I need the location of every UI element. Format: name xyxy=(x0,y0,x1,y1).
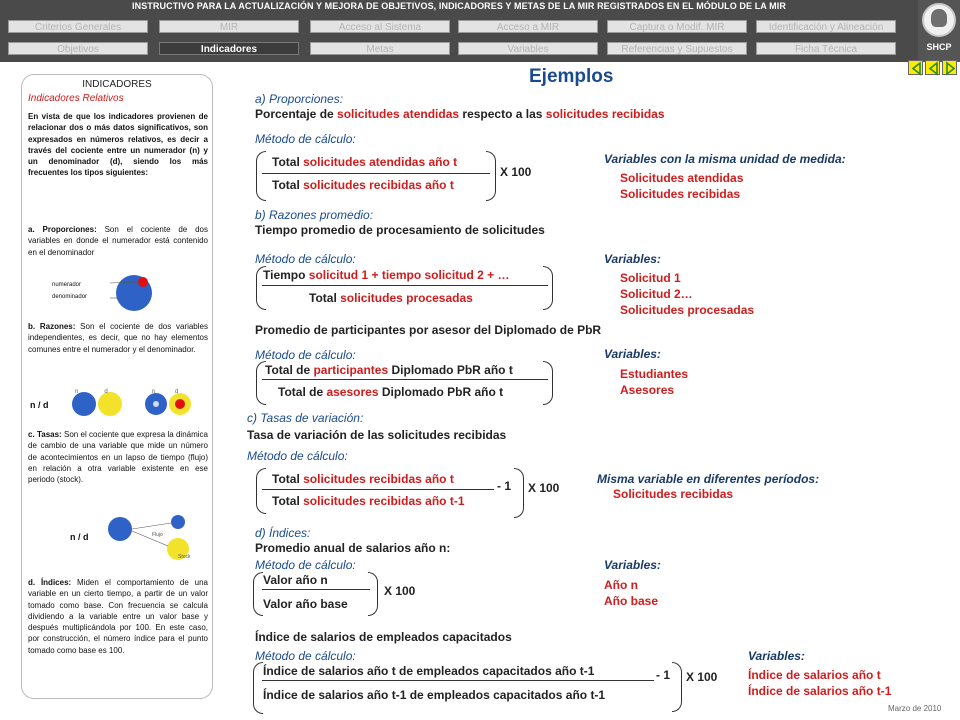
a-var-2: Solicitudes recibidas xyxy=(620,187,741,201)
section-d-method: Método de cálculo: xyxy=(255,558,356,572)
b2-var-2: Asesores xyxy=(620,383,675,397)
page-title: Ejemplos xyxy=(529,66,614,87)
sidebar-tasas xyxy=(28,429,208,485)
sidebar-razones xyxy=(28,321,208,355)
section-b-method: Método de cálculo: xyxy=(255,252,356,266)
d2-right-bracket xyxy=(672,662,682,712)
header-title: INSTRUCTIVO PARA LA ACTUALIZACIÓN Y MEJORA DE OBJETIVOS, INDICADORES Y METAS DE LA MIR REGISTRADOS EN EL MÓDULO DE LA MIR xyxy=(132,1,786,11)
nav-acceso-mir[interactable]: Acceso a MIR xyxy=(458,20,598,33)
c-num-red: solicitudes recibidas año t xyxy=(303,472,454,486)
d-left-bracket xyxy=(253,572,263,616)
footer-date: Marzo de 2010 xyxy=(888,704,942,713)
b2-denominator xyxy=(278,385,503,399)
a-denominator xyxy=(272,178,454,192)
b2-var-1: Estudiantes xyxy=(620,367,689,381)
section-a-method: Método de cálculo: xyxy=(255,132,356,146)
d2-numerator: Índice de salarios año t de empleados capacitados año t-1 xyxy=(263,664,595,678)
nav-mir[interactable]: MIR xyxy=(159,20,299,33)
b-var-1: Solicitud 1 xyxy=(620,271,681,285)
d-var-1: Año n xyxy=(604,578,638,592)
d2-left-bracket xyxy=(253,662,263,714)
word-stock: Stock xyxy=(178,554,191,560)
d2-minus-one: - 1 xyxy=(656,668,671,682)
section-d2-method: Método de cálculo: xyxy=(255,649,356,663)
text-indices: Miden el comportamiento de una variable en un cierto tiempo, a partir de un valor tomado como base. Con frecuencia se calcula dividiendo a la variable entre un valor base y después multiplicándola por 100. En este caso, por construcción, el número índice para el punto tomado como base es 100. xyxy=(28,578,209,655)
next-arrow-icon[interactable] xyxy=(942,60,957,75)
d2-denominator: Índice de salarios año t-1 de empleados capacitados año t-1 xyxy=(263,688,606,702)
b-denominator xyxy=(309,291,473,305)
sidebar-intro: En vista de que los indicadores provienen de relacionar dos o más datos significativos, son expresados en números relativos, es decir a través del cociente entre un numerador (n) y un denominador (d), siendo los más frecuentes los tipos siguientes: xyxy=(28,112,208,178)
term-proporciones: a. Proporciones: xyxy=(28,225,97,234)
section-b2-method: Método de cálculo: xyxy=(255,348,356,362)
rate-words xyxy=(152,524,202,568)
c-fraction-line xyxy=(262,489,494,490)
section-d-desc: Promedio anual de salarios año n: xyxy=(255,541,451,555)
label-numerador: numerador xyxy=(52,282,82,288)
nav-metas[interactable]: Metas xyxy=(310,42,450,55)
term-tasas: c. Tasas: xyxy=(28,430,62,439)
back-arrow-icon[interactable] xyxy=(908,60,923,75)
b2-numerator xyxy=(265,363,513,377)
header-bar xyxy=(0,0,918,62)
letter-n1: n xyxy=(75,389,79,395)
a-desc-red1: solicitudes atendidas xyxy=(337,107,460,121)
a-multiplier: X 100 xyxy=(500,165,532,179)
nav-ficha-tecnica[interactable]: Ficha Técnica xyxy=(756,42,896,55)
c-var-1: Solicitudes recibidas xyxy=(613,487,734,501)
b2-num-red: participantes xyxy=(313,363,389,377)
a-den-pre: Total xyxy=(272,178,304,192)
c-vars-title: Misma variable en diferentes períodos: xyxy=(597,472,820,486)
b-numerator xyxy=(263,268,510,282)
letter-d1: d xyxy=(104,389,108,395)
shcp-logo xyxy=(918,0,960,62)
nav-variables[interactable]: Variables xyxy=(458,42,598,55)
b2-right-bracket xyxy=(543,361,553,405)
b2-fraction-line xyxy=(262,379,548,380)
c-multiplier: X 100 xyxy=(528,481,560,495)
b2-vars-title: Variables: xyxy=(604,347,661,361)
b2-den-pre: Total de xyxy=(278,385,327,399)
logo-text: SHCP xyxy=(926,42,952,52)
d-vars-title: Variables: xyxy=(604,558,661,572)
label-denominador: denominador xyxy=(52,294,88,300)
section-a-desc xyxy=(255,107,665,121)
sidebar-panel xyxy=(22,75,212,698)
b-den-red: solicitudes procesadas xyxy=(340,291,473,305)
nav-objetivos[interactable]: Objetivos xyxy=(8,42,148,55)
section-b-desc: Tiempo promedio de procesamiento de solicitudes xyxy=(255,223,545,237)
b2-left-bracket xyxy=(256,361,266,405)
c-numerator xyxy=(272,472,454,486)
eagle-icon xyxy=(931,9,947,27)
d2-vars-title: Variables: xyxy=(748,649,805,663)
c-minus-one: - 1 xyxy=(497,479,512,493)
b2-den-post: Diplomado PbR año t xyxy=(378,385,504,399)
d-right-bracket xyxy=(368,572,378,616)
d2-fraction-line xyxy=(262,680,654,681)
a-num-pre: Total xyxy=(272,155,304,169)
a-left-bracket xyxy=(256,151,266,201)
d2-var-1: Índice de salarios año t xyxy=(748,668,881,682)
term-razones: b. Razones: xyxy=(28,322,76,331)
b-var-2: Solicitud 2… xyxy=(620,287,693,301)
sidebar-proporciones xyxy=(28,224,208,258)
b-vars-title: Variables: xyxy=(604,252,661,266)
d-denominator: Valor año base xyxy=(263,597,348,611)
c-right-bracket xyxy=(514,468,524,518)
letter-d2: d xyxy=(175,389,179,395)
b-fraction-line xyxy=(262,285,548,286)
tasas-nd-label: n / d xyxy=(70,532,89,542)
section-c-title: c) Tasas de variación: xyxy=(247,411,364,425)
a-desc-mid: respecto a las xyxy=(459,107,546,121)
b-num-pre: Tiempo xyxy=(263,268,309,282)
a-vars-title: Variables con la misma unidad de medida: xyxy=(604,152,846,166)
razones-nd-label: n / d xyxy=(30,400,49,410)
d2-multiplier: X 100 xyxy=(686,670,718,684)
b2-num-post: Diplomado PbR año t xyxy=(388,363,513,377)
section-d2-desc: Índice de salarios de empleados capacitados xyxy=(255,630,512,644)
text-proporciones: Son el cociente de dos variables en donde el numerador está contenido en el denominador xyxy=(28,225,208,257)
b-den-pre: Total xyxy=(309,291,341,305)
a-right-bracket xyxy=(486,151,496,201)
nav-referencias[interactable]: Referencias y Supuestos xyxy=(607,42,747,55)
d-numerator: Valor año n xyxy=(263,573,328,587)
nav-criterios-generales[interactable]: Criterios Generales xyxy=(8,20,148,33)
b-num-red: solicitud 1 + tiempo solicitud 2 + … xyxy=(308,268,510,282)
nav-captura-mir[interactable]: Captura o Modif. MIR xyxy=(607,20,747,33)
section-d-title: d) Índices: xyxy=(255,526,311,540)
sidebar-indices xyxy=(28,577,208,656)
a-fraction-line xyxy=(262,173,490,174)
c-left-bracket xyxy=(256,468,266,514)
c-den-red: solicitudes recibidas año t-1 xyxy=(303,494,465,508)
a-desc-pre: Porcentaje de xyxy=(255,107,338,121)
nav-indicadores[interactable]: Indicadores xyxy=(159,42,299,55)
a-desc-red2: solicitudes recibidas xyxy=(545,107,665,121)
section-b2-desc: Promedio de participantes por asesor del Diplomado de PbR xyxy=(255,323,602,337)
section-c-desc: Tasa de variación de las solicitudes recibidas xyxy=(247,428,507,442)
d-fraction-line xyxy=(262,589,370,590)
d-multiplier: X 100 xyxy=(384,584,416,598)
text-tasas: Son el cociente que expresa la dinámica de cambio de una variable que mide un número de acontecimientos en un lapso de tiempo (flujo) en relación a otra variable existente en ese periodo (stock). xyxy=(28,430,208,485)
b-var-3: Solicitudes procesadas xyxy=(620,303,755,317)
sidebar-heading: INDICADORES xyxy=(82,79,152,90)
a-numerator xyxy=(272,155,457,169)
d-var-2: Año base xyxy=(604,594,659,608)
term-indices: d. Índices: xyxy=(28,578,72,587)
text-razones: Son el cociente de dos variables independientes, es decir, que no hay elementos comunes entre el numerador y el denominador. xyxy=(28,322,208,354)
diagram-labels xyxy=(52,279,88,303)
d2-var-2: Índice de salarios año t-1 xyxy=(748,684,892,698)
b-left-bracket xyxy=(256,266,266,310)
b2-den-red: asesores xyxy=(326,385,379,399)
prev-arrow-icon[interactable] xyxy=(925,60,940,75)
nav-acceso-sistema[interactable]: Acceso al Sistema xyxy=(310,20,450,33)
section-a-title: a) Proporciones: xyxy=(255,92,344,106)
a-num-red: solicitudes atendidas año t xyxy=(303,155,458,169)
a-den-red: solicitudes recibidas año t xyxy=(303,178,454,192)
c-denominator xyxy=(272,494,465,508)
b2-num-pre: Total de xyxy=(265,363,314,377)
letter-n2: n xyxy=(151,389,156,395)
a-var-1: Solicitudes atendidas xyxy=(620,171,744,185)
section-b-title: b) Razones promedio: xyxy=(255,208,374,222)
section-c-method: Método de cálculo: xyxy=(247,449,348,463)
ratio-letters xyxy=(75,388,195,396)
word-flujo: Flujo xyxy=(152,532,163,538)
sidebar-subheading: Indicadores Relativos xyxy=(28,93,124,104)
c-num-pre: Total xyxy=(272,472,304,486)
b-right-bracket xyxy=(543,266,553,310)
c-den-pre: Total xyxy=(272,494,304,508)
nav-identificacion[interactable]: Identificación y Alineación xyxy=(756,20,896,33)
